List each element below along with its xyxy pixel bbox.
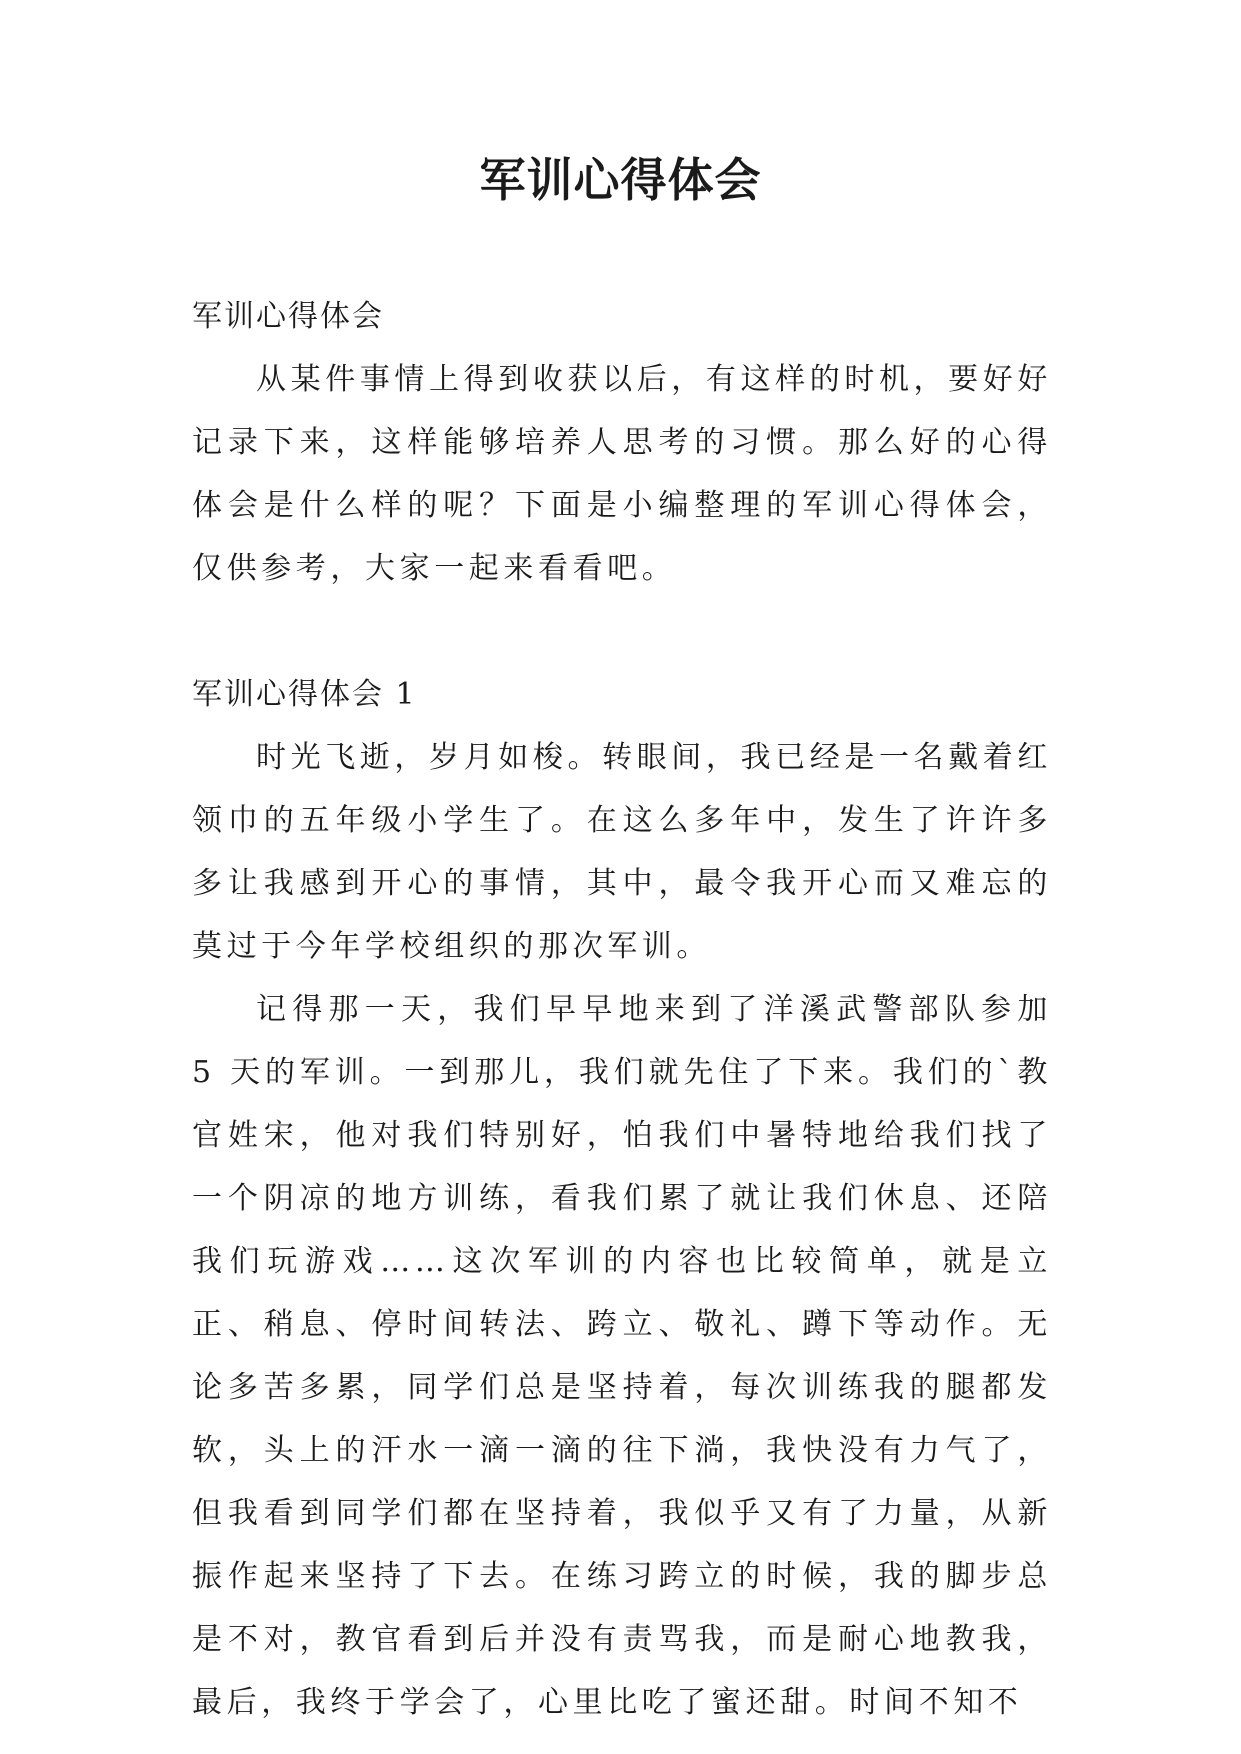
- section1-paragraph-2: 记得那一天，我们早早地来到了洋溪武警部队参加 5 天的军训。一到那儿，我们就先住了下来。我们的`教官姓宋，他对我们特别好，怕我们中暑特地给我们找了一个阴凉的地方训练，看我们累了就让我们休息、还陪我们玩游戏……这次军训的内容也比较简单，就是立正、稍息、停时间转法、跨立、敬礼、蹲下等动作。无论多苦多累，同学们总是坚持着，每次训练我的腿都发软，头上的汗水一滴一滴的往下淌，我快没有力气了，但我看到同学们都在坚持着，我似乎又有了力量，从新振作起来坚持了下去。在练习跨立的时候，我的脚步总是不对，教官看到后并没有责骂我，而是耐心地教我，最后，我终于学会了，心里比吃了蜜还甜。时间不知不: [192, 992, 1052, 1720]
- intro-heading: 军训心得体会: [192, 299, 384, 334]
- section-spacer: [192, 600, 1052, 663]
- intro-paragraph: 从某件事情上得到收获以后，有这样的时机，要好好记录下来，这样能够培养人思考的习惯。那么好的心得体会是什么样的呢？下面是小编整理的军训心得体会，仅供参考，大家一起来看看吧。: [192, 362, 1052, 586]
- section1-paragraph-1: 时光飞逝，岁月如梭。转眼间，我已经是一名戴着红领巾的五年级小学生了。在这么多年中，发生了许许多多让我感到开心的事情，其中，最令我开心而又难忘的莫过于今年学校组织的那次军训。: [192, 740, 1052, 964]
- document-body: [192, 285, 1052, 1734]
- section1-heading: 军训心得体会 1: [192, 677, 417, 712]
- document-title: 军训心得体会: [479, 153, 762, 207]
